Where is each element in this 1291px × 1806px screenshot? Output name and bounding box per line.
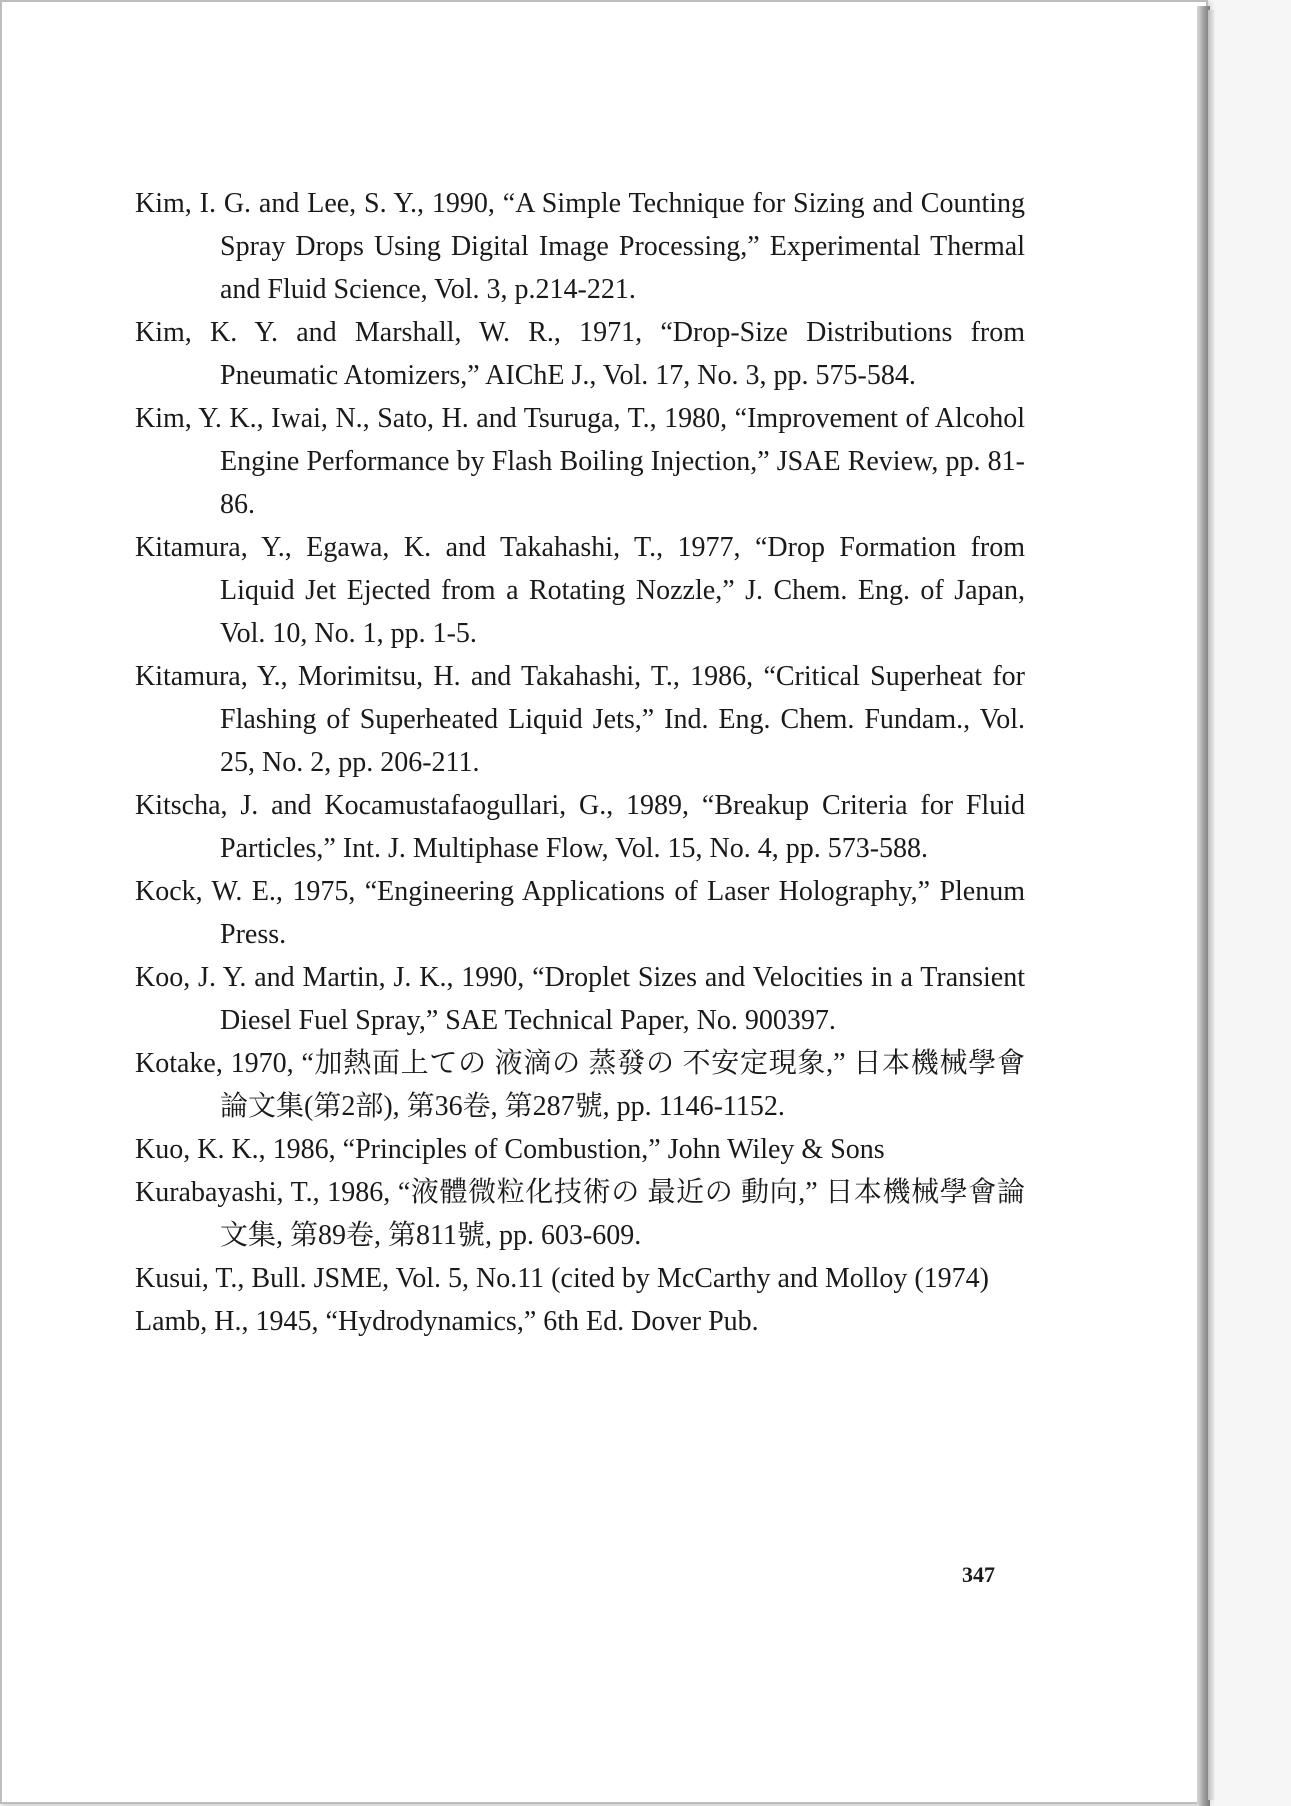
reference-entry: Kotake, 1970, “加熱面上ての 液滴の 蒸發の 不安定現象,” 日本機械學會論文集(第2部), 第36卷, 第287號, pp. 1146-1152. [135, 1048, 1025, 1122]
reference-entry: Kitamura, Y., Egawa, K. and Takahashi, T., 1977, “Drop Formation from Liquid Jet Ejected from a Rotating Nozzle,” J. Chem. Eng. of Japan, Vol. 10, No. 1, pp. 1-5. [135, 532, 1025, 649]
reference-entry: Kitamura, Y., Morimitsu, H. and Takahashi, T., 1986, “Critical Superheat for Flashing of Superheated Liquid Jets,” Ind. Eng. Chem. Fundam., Vol. 25, No. 2, pp. 206-211. [135, 661, 1025, 778]
reference-entry: Kim, K. Y. and Marshall, W. R., 1971, “Drop-Size Distributions from Pneumatic Atomizers,” AIChE J., Vol. 17, No. 3, pp. 575-584. [135, 317, 1025, 391]
reference-entry: Lamb, H., 1945, “Hydrodynamics,” 6th Ed. Dover Pub. [135, 1306, 759, 1337]
reference-entry: Kusui, T., Bull. JSME, Vol. 5, No.11 (cited by McCarthy and Molloy (1974) [135, 1263, 989, 1294]
page-stack-edge [1208, 10, 1214, 1800]
reference-list [135, 182, 1025, 1343]
reference-entry: Koo, J. Y. and Martin, J. K., 1990, “Droplet Sizes and Velocities in a Transient Diesel Fuel Spray,” SAE Technical Paper, No. 900397. [135, 962, 1025, 1036]
page-number: 347 [962, 1562, 995, 1587]
reference-entry: Kim, Y. K., Iwai, N., Sato, H. and Tsuruga, T., 1980, “Improvement of Alcohol Engine Performance by Flash Boiling Injection,” JSAE Review, pp. 81-86. [135, 403, 1025, 520]
reference-entry: Kock, W. E., 1975, “Engineering Applications of Laser Holography,” Plenum Press. [135, 876, 1025, 950]
reference-entry: Kuo, K. K., 1986, “Principles of Combustion,” John Wiley & Sons [135, 1134, 885, 1165]
reference-entry: Kitscha, J. and Kocamustafaogullari, G., 1989, “Breakup Criteria for Fluid Particles,” Int. J. Multiphase Flow, Vol. 15, No. 4, pp. 573-588. [135, 790, 1025, 864]
reference-entry: Kim, I. G. and Lee, S. Y., 1990, “A Simple Technique for Sizing and Counting Spray Drops Using Digital Image Processing,” Experimental Thermal and Fluid Science, Vol. 3, p.214-221. [135, 188, 1025, 305]
reference-entry: Kurabayashi, T., 1986, “液體微粒化技術の 最近の 動向,” 日本機械學會論文集, 第89卷, 第811號, pp. 603-609. [135, 1177, 1025, 1251]
